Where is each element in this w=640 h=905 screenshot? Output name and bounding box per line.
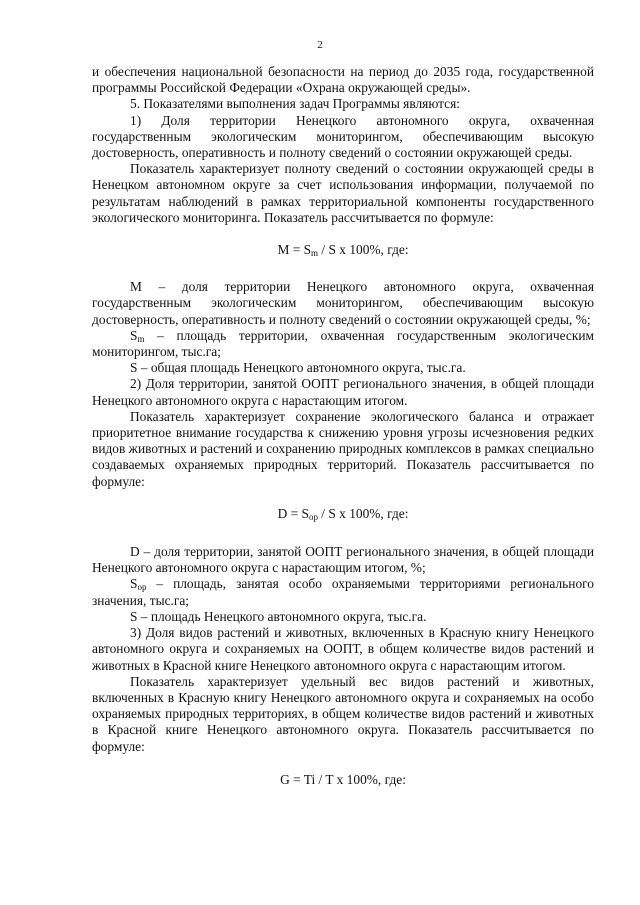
formula-rhs: / S x 100%, где:	[317, 505, 409, 521]
paragraph: 5. Показателями выполнения задач Программы являются:	[130, 96, 460, 112]
formula-subscript: op	[308, 511, 318, 522]
formula	[92, 242, 594, 258]
paragraph: 1) Доля территории Ненецкого автономного округа, охваченная государственным экологическим мониторингом, обеспечивающим высокую достоверность, оперативность и полноту сведений о состоянии окружающей среды.	[92, 112, 594, 161]
paragraph: 3) Доля видов растений и животных, включенных в Красную книгу Ненецкого автономного округа и сохраняемых на ООПТ, в общем количестве видов растений и животных в Красной книге Ненецкого автономного округа с нарастающим итогом.	[92, 625, 594, 673]
paragraph-text: – площадь территории, охваченная государственным экологическим мониторингом, тыс.га;	[92, 327, 594, 360]
symbol: S	[130, 576, 138, 592]
paragraph: D – доля территории, занятой ООПТ регионального значения, в общей площади Ненецкого автономного округа с нарастающим итогом, %;	[92, 544, 594, 576]
paragraph: Показатель характеризует удельный вес видов растений и животных, включенных в Красную книгу Ненецкого автономного округа и сохраняемых на особо охраняемых природных территориях, в общем количестве видов растений и животных в Красной книге Ненецкого автономного округа. Показатель рассчитывается по формуле:	[92, 673, 594, 754]
symbol: S	[130, 327, 138, 343]
paragraph: S – площадь Ненецкого автономного округа, тыс.га.	[130, 608, 427, 624]
formula-subscript: m	[311, 248, 319, 259]
formula-lhs: M = S	[277, 242, 312, 258]
page-number: 2	[317, 39, 323, 51]
paragraph: и обеспечения национальной безопасности на период до 2035 года, государственной программы Российской Федерации «Охрана окружающей среды».	[92, 64, 594, 96]
symbol-subscript: op	[137, 582, 147, 593]
symbol-subscript: m	[137, 333, 145, 344]
formula-rhs: / S x 100%, где:	[318, 242, 409, 258]
paragraph: Показатель характеризует полноту сведений о состоянии окружающей среды в Ненецком автономном округе за счет использования информации, получаемой по результатам наблюдений в рамках территориальной компоненты государственного экологического мониторинга. Показатель рассчитывается по формуле:	[92, 161, 594, 225]
paragraph	[92, 328, 594, 360]
formula-lhs: D = S	[277, 505, 309, 521]
paragraph: 2) Доля территории, занятой ООПТ регионального значения, в общей площади Ненецкого автономного округа с нарастающим итогом.	[92, 376, 594, 408]
document-body	[92, 64, 594, 788]
paragraph-text: – площадь, занятая особо охраняемыми территориями регионального значения, тыс.га;	[92, 576, 594, 608]
formula: G = Ti / T x 100%, где:	[280, 771, 406, 787]
formula	[92, 506, 594, 522]
paragraph: S – общая площадь Ненецкого автономного округа, тыс.га.	[130, 360, 466, 376]
paragraph: M – доля территории Ненецкого автономного округа, охваченная государственным экологическим мониторингом, обеспечивающим высокую достоверность, оперативность и полноту сведений о состоянии окружающей среды, %;	[92, 279, 594, 327]
paragraph	[92, 576, 594, 608]
paragraph: Показатель характеризует сохранение экологического баланса и отражает приоритетное внимание государства к снижению уровня угрозы исчезновения редких видов животных и растений и сохранению природных комплексов в рамках специально создаваемых охраняемых природных территорий. Показатель рассчитывается по формуле:	[92, 408, 594, 489]
